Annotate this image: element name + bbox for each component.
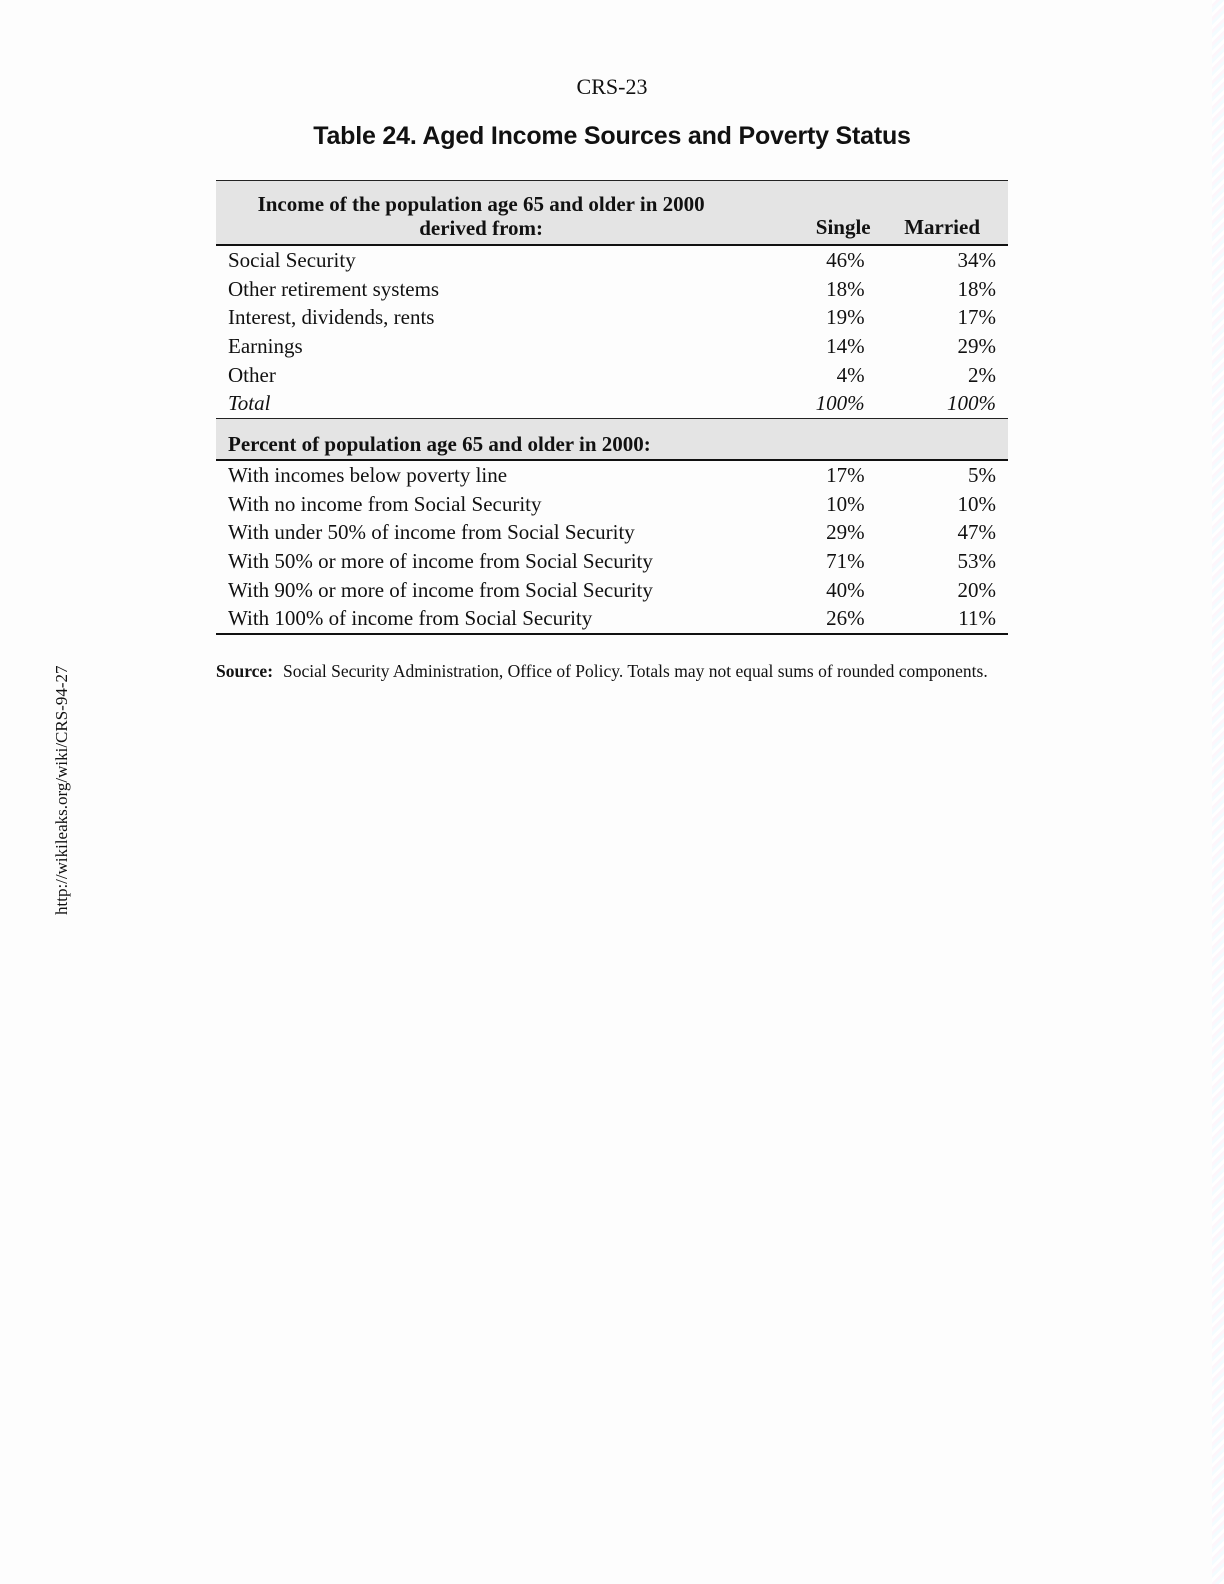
single-value: 4% xyxy=(836,362,865,387)
married-value: 29% xyxy=(957,333,996,358)
married-value: 17% xyxy=(957,305,996,330)
table-row xyxy=(216,332,1008,361)
section-heading-row xyxy=(216,418,1008,460)
section2-heading: Percent of population age 65 and older in 2000: xyxy=(216,418,1008,460)
single-value: 14% xyxy=(826,333,865,358)
total-row xyxy=(216,389,1008,418)
header-married: Married xyxy=(904,214,980,239)
single-value: 19% xyxy=(826,305,865,330)
married-value: 18% xyxy=(957,276,996,301)
single-value: 40% xyxy=(826,577,865,602)
row-label: Other retirement systems xyxy=(228,276,440,301)
table-row xyxy=(216,274,1008,303)
page-number: CRS-23 xyxy=(576,74,648,99)
table-row xyxy=(216,460,1008,490)
row-label: Social Security xyxy=(228,247,356,272)
married-value: 10% xyxy=(957,491,996,516)
header-description xyxy=(216,181,746,245)
row-label: Interest, dividends, rents xyxy=(228,305,435,330)
total-married: 100% xyxy=(877,389,1008,418)
side-url-watermark: http://wikileaks.org/wiki/CRS-94-27 xyxy=(52,665,71,915)
row-label: With no income from Social Security xyxy=(228,491,542,516)
table-row xyxy=(216,489,1008,518)
table-row xyxy=(216,518,1008,547)
table-title: Table 24. Aged Income Sources and Poverty Status xyxy=(313,122,911,150)
table-row xyxy=(216,245,1008,275)
total-label: Total xyxy=(216,389,746,418)
header-desc-line2: derived from: xyxy=(419,215,544,240)
source-label: Source: xyxy=(216,661,274,681)
married-value: 53% xyxy=(957,549,996,574)
table-row xyxy=(216,547,1008,576)
row-label: With 90% or more of income from Social Security xyxy=(228,577,653,602)
married-value: 20% xyxy=(957,577,996,602)
row-label: With 100% of income from Social Security xyxy=(216,604,746,634)
married-value: 11% xyxy=(877,604,1008,634)
row-label: Other xyxy=(228,362,276,387)
single-value: 29% xyxy=(826,520,865,545)
source-text: Social Security Administration, Office of Policy. Totals may not equal sums of rounded components. xyxy=(283,661,988,681)
single-value: 10% xyxy=(826,491,865,516)
table-row xyxy=(216,604,1008,634)
married-value: 47% xyxy=(957,520,996,545)
single-value: 18% xyxy=(826,276,865,301)
row-label: Earnings xyxy=(228,333,303,358)
table-header-row xyxy=(216,181,1008,245)
table-row xyxy=(216,575,1008,604)
married-value: 5% xyxy=(968,462,996,487)
header-desc-line1: Income of the population age 65 and older in 2000 xyxy=(257,191,705,216)
married-value: 2% xyxy=(968,362,996,387)
married-value: 34% xyxy=(957,247,996,272)
single-value: 46% xyxy=(826,247,865,272)
row-label: With incomes below poverty line xyxy=(228,462,508,487)
row-label: With under 50% of income from Social Security xyxy=(228,520,635,545)
header-single: Single xyxy=(815,214,871,239)
total-single: 100% xyxy=(746,389,876,418)
single-value: 26% xyxy=(746,604,876,634)
single-value: 71% xyxy=(826,549,865,574)
source-note xyxy=(216,660,1008,682)
scan-edge xyxy=(1212,0,1224,1584)
single-value: 17% xyxy=(826,462,865,487)
table-row xyxy=(216,303,1008,332)
income-table xyxy=(216,180,1008,635)
row-label: With 50% or more of income from Social Security xyxy=(228,549,653,574)
table-row xyxy=(216,360,1008,389)
